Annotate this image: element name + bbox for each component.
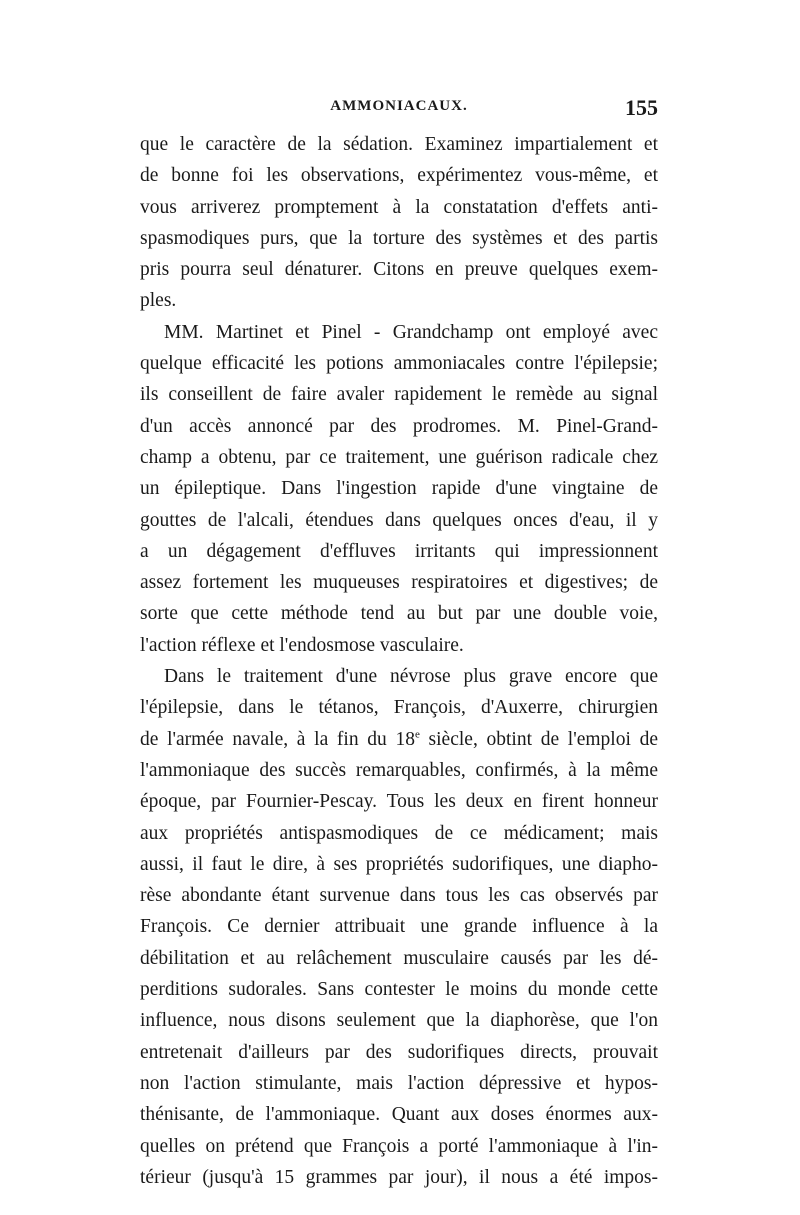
text-line: époque, par Fournier-Pescay. Tous les deux en firent honneur bbox=[140, 791, 658, 813]
text-line: débilitation et au relâchement musculaire causés par les dé- bbox=[140, 947, 658, 969]
line-text-start: de l'armée navale, à la fin du 18 bbox=[140, 728, 415, 750]
body-text bbox=[140, 129, 658, 1193]
text-line: l'ammoniaque des succès remarquables, confirmés, à la même bbox=[140, 759, 658, 781]
text-line: ples. bbox=[140, 290, 177, 312]
text-line: l'action réflexe et l'endosmose vasculaire. bbox=[140, 634, 464, 656]
paragraph-start-line: Dans le traitement d'une névrose plus grave encore que bbox=[164, 666, 658, 688]
text-line: quelles on prétend que François a porté l'ammoniaque à l'in- bbox=[140, 1135, 658, 1157]
text-line: que le caractère de la sédation. Examinez impartialement et bbox=[140, 134, 658, 155]
text-line: vous arriverez promptement à la constatation d'effets anti- bbox=[140, 196, 658, 218]
text-line: pris pourra seul dénaturer. Citons en preuve quelques exem- bbox=[140, 259, 658, 281]
text-line: l'épilepsie, dans le tétanos, François, d'Auxerre, chirurgien bbox=[140, 697, 658, 719]
text-line: ils conseillent de faire avaler rapidement le remède au signal bbox=[140, 384, 658, 406]
text-line: entretenait d'ailleurs par des sudorifiques directs, prouvait bbox=[140, 1041, 658, 1063]
text-line: non l'action stimulante, mais l'action dépressive et hypos- bbox=[140, 1072, 658, 1094]
text-line: sorte que cette méthode tend au but par une double voie, bbox=[140, 603, 658, 625]
page-number: 155 bbox=[625, 95, 658, 120]
text-line: de bonne foi les observations, expérimentez vous-même, et bbox=[140, 165, 658, 187]
text-line: quelque efficacité les potions ammoniacales contre l'épilepsie; bbox=[140, 353, 658, 375]
text-line: aux propriétés antispasmodiques de ce médicament; mais bbox=[140, 822, 658, 844]
text-line: a un dégagement d'effluves irritants qui impressionnent bbox=[140, 540, 658, 562]
text-line: assez fortement les muqueuses respiratoires et digestives; de bbox=[140, 572, 658, 594]
text-line: perditions sudorales. Sans contester le moins du monde cette bbox=[140, 979, 658, 1001]
text-line-with-superscript bbox=[140, 724, 658, 755]
text-line: un épileptique. Dans l'ingestion rapide d'une vingtaine de bbox=[140, 478, 658, 500]
text-line: thénisante, de l'ammoniaque. Quant aux doses énormes aux- bbox=[140, 1104, 658, 1126]
line-text-end: siècle, obtint de l'emploi de bbox=[419, 728, 658, 750]
text-line: spasmodiques purs, que la torture des systèmes et des partis bbox=[140, 227, 658, 249]
text-line: champ a obtenu, par ce traitement, une guérison radicale chez bbox=[140, 446, 658, 468]
text-line: térieur (jusqu'à 15 grammes par jour), il nous a été impos- bbox=[140, 1166, 658, 1188]
running-head bbox=[140, 95, 658, 124]
century-superscript: e bbox=[414, 728, 420, 741]
text-line: François. Ce dernier attribuait une grande influence à la bbox=[140, 916, 658, 938]
text-line: influence, nous disons seulement que la diaphorèse, que l'on bbox=[140, 1010, 658, 1032]
text-line: gouttes de l'alcali, étendues dans quelques onces d'eau, il y bbox=[140, 509, 658, 531]
text-line: d'un accès annoncé par des prodromes. M. Pinel-Grand- bbox=[140, 415, 658, 437]
text-line: aussi, il faut le dire, à ses propriétés sudorifiques, une diapho- bbox=[140, 853, 658, 875]
running-title: AMMONIACAUX. bbox=[330, 98, 468, 114]
text-line: rèse abondante étant survenue dans tous les cas observés par bbox=[140, 885, 658, 907]
paragraph-start-line: MM. Martinet et Pinel - Grandchamp ont employé avec bbox=[164, 321, 658, 343]
